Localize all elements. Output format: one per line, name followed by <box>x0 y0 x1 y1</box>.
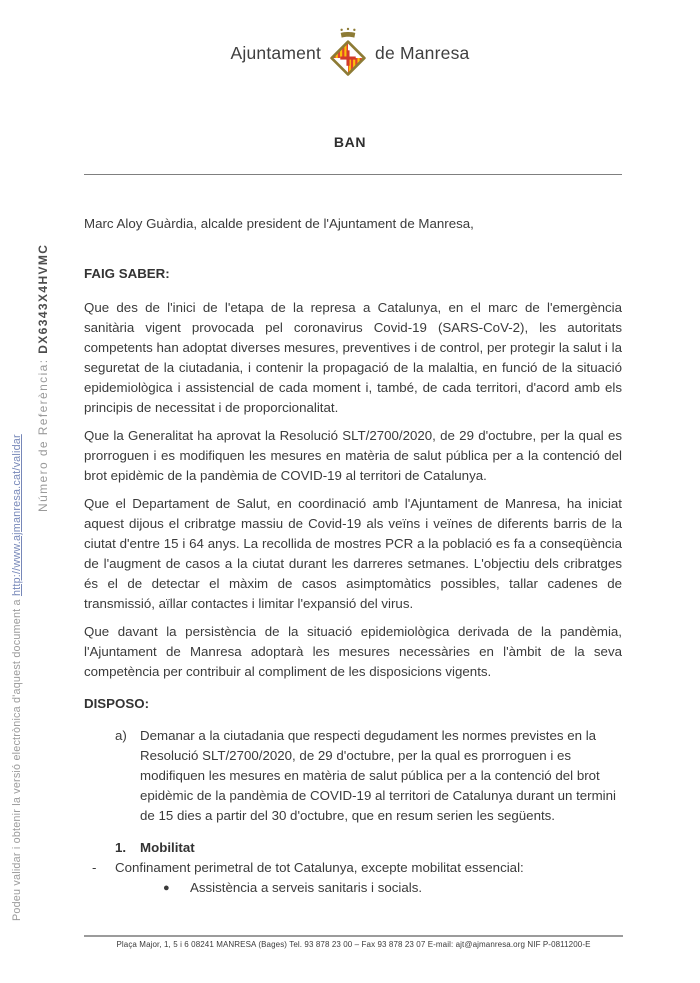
salutation-line: Marc Aloy Guàrdia, alcalde president de l'Ajuntament de Manresa, <box>84 216 474 231</box>
dash-list-item <box>84 858 622 878</box>
dash-item-text: Confinament perimetral de tot Catalunya, excepte mobilitat essencial: <box>115 860 524 875</box>
bullet-item-text: Assistència a serveis sanitaris i socials. <box>190 880 423 895</box>
section-1-title: Mobilitat <box>140 840 195 855</box>
bullet-list-item <box>84 878 622 898</box>
document-body <box>84 214 622 898</box>
validation-link[interactable]: http://www.ajmanresa.cat/validar <box>11 434 23 597</box>
reference-value: DX6343X4HVMC <box>36 243 50 354</box>
city-logo <box>0 0 700 80</box>
paragraph-4: Que davant la persistència de la situació epidemiològica derivada de la pandèmia, l'Ajuntament de Manresa adoptarà les mesures necessàries en l'àmbit de la seva competència per contribuir al compliment de les disposicions vigents. <box>84 624 622 679</box>
sidebar-reference-number <box>36 244 50 512</box>
list-item-a <box>84 726 622 826</box>
disposo-heading: DISPOSO: <box>84 696 150 711</box>
paragraph-3: Que el Departament de Salut, en coordinació amb l'Ajuntament de Manresa, ha iniciat aquest dijous el cribratge massiu de Covid-19 als veïns i veïnes de diferents barris de la ciutat d'entre 15 i 64 anys. La recollida de mostres PCR a la població es fa a conseqüència de l'augment de casos a la ciutat durant les darreres setmanes. L'objectiu dels cribratges és el de detectar el màxim de casos asimptomàtics possibles, tallar cadenes de transmissió, aïllar contactes i limitar l'expansió del virus. <box>84 496 622 611</box>
dash-marker: - <box>92 860 97 875</box>
bullet-marker: ● <box>163 882 170 894</box>
list-item-a-marker: a) <box>115 728 127 743</box>
paragraph-2: Que la Generalitat ha aprovat la Resolució SLT/2700/2020, de 29 d'octubre, per la qual es prorroguen i es modifiquen les mesures en matèria de salut pública per a la contenció del brot epidèmic de la pandèmia de COVID-19 al territori de Catalunya. <box>84 428 622 483</box>
footer-contact-info: Plaça Major, 1, 5 i 6 08241 MANRESA (Bages) Tel. 93 878 23 00 – Fax 93 878 23 07 E-mail: ajt@ajmanresa.org NIF P-0811200-E <box>116 940 591 949</box>
list-item-a-text: Demanar a la ciutadania que respecti degudament les normes previstes en la Resolució SLT/2700/2020, de 29 d'octubre, per la qual es prorroguen i es modifiquen les mesures en matèria de salut pública per a la contenció del brot epidèmic de la pandèmia de COVID-19 al territori de Catalunya durant un termini de 15 dies a partir del 30 d'octubre, que en resum serien les següents. <box>140 728 616 823</box>
faig-saber-heading: FAIG SABER: <box>84 266 170 281</box>
section-1-heading <box>84 838 622 858</box>
reference-label: Número de Referència: <box>36 353 50 512</box>
page-footer <box>84 935 623 949</box>
title-divider <box>84 174 622 175</box>
logo-text-ajuntament: Ajuntament <box>230 43 322 63</box>
manresa-coat-of-arms-icon <box>328 27 368 80</box>
document-title: BAN <box>333 134 367 150</box>
sidebar-validation-note <box>11 434 23 921</box>
paragraph-1: Que des de l'inici de l'etapa de la represa a Catalunya, en el marc de l'emergència sanitària vigent provocada pel coronavirus Covid-19 (SARS-CoV-2), les autoritats competents han adoptat diverses mesures, preventives i de control, per protegir la salut i la seguretat de la ciutadania, i contenir la propagació de la malaltia, en funció de la situació epidemiològica i assistencial de cada moment i, també, de cada territori, d'acord amb els principis de necessitat i de proporcionalitat. <box>84 300 622 415</box>
logo-text-de-manresa: de Manresa <box>375 43 470 63</box>
validation-text: Podeu validar i obtenir la versió electrònica d'aquest document a <box>11 596 23 921</box>
section-1-number: 1. <box>115 840 127 855</box>
